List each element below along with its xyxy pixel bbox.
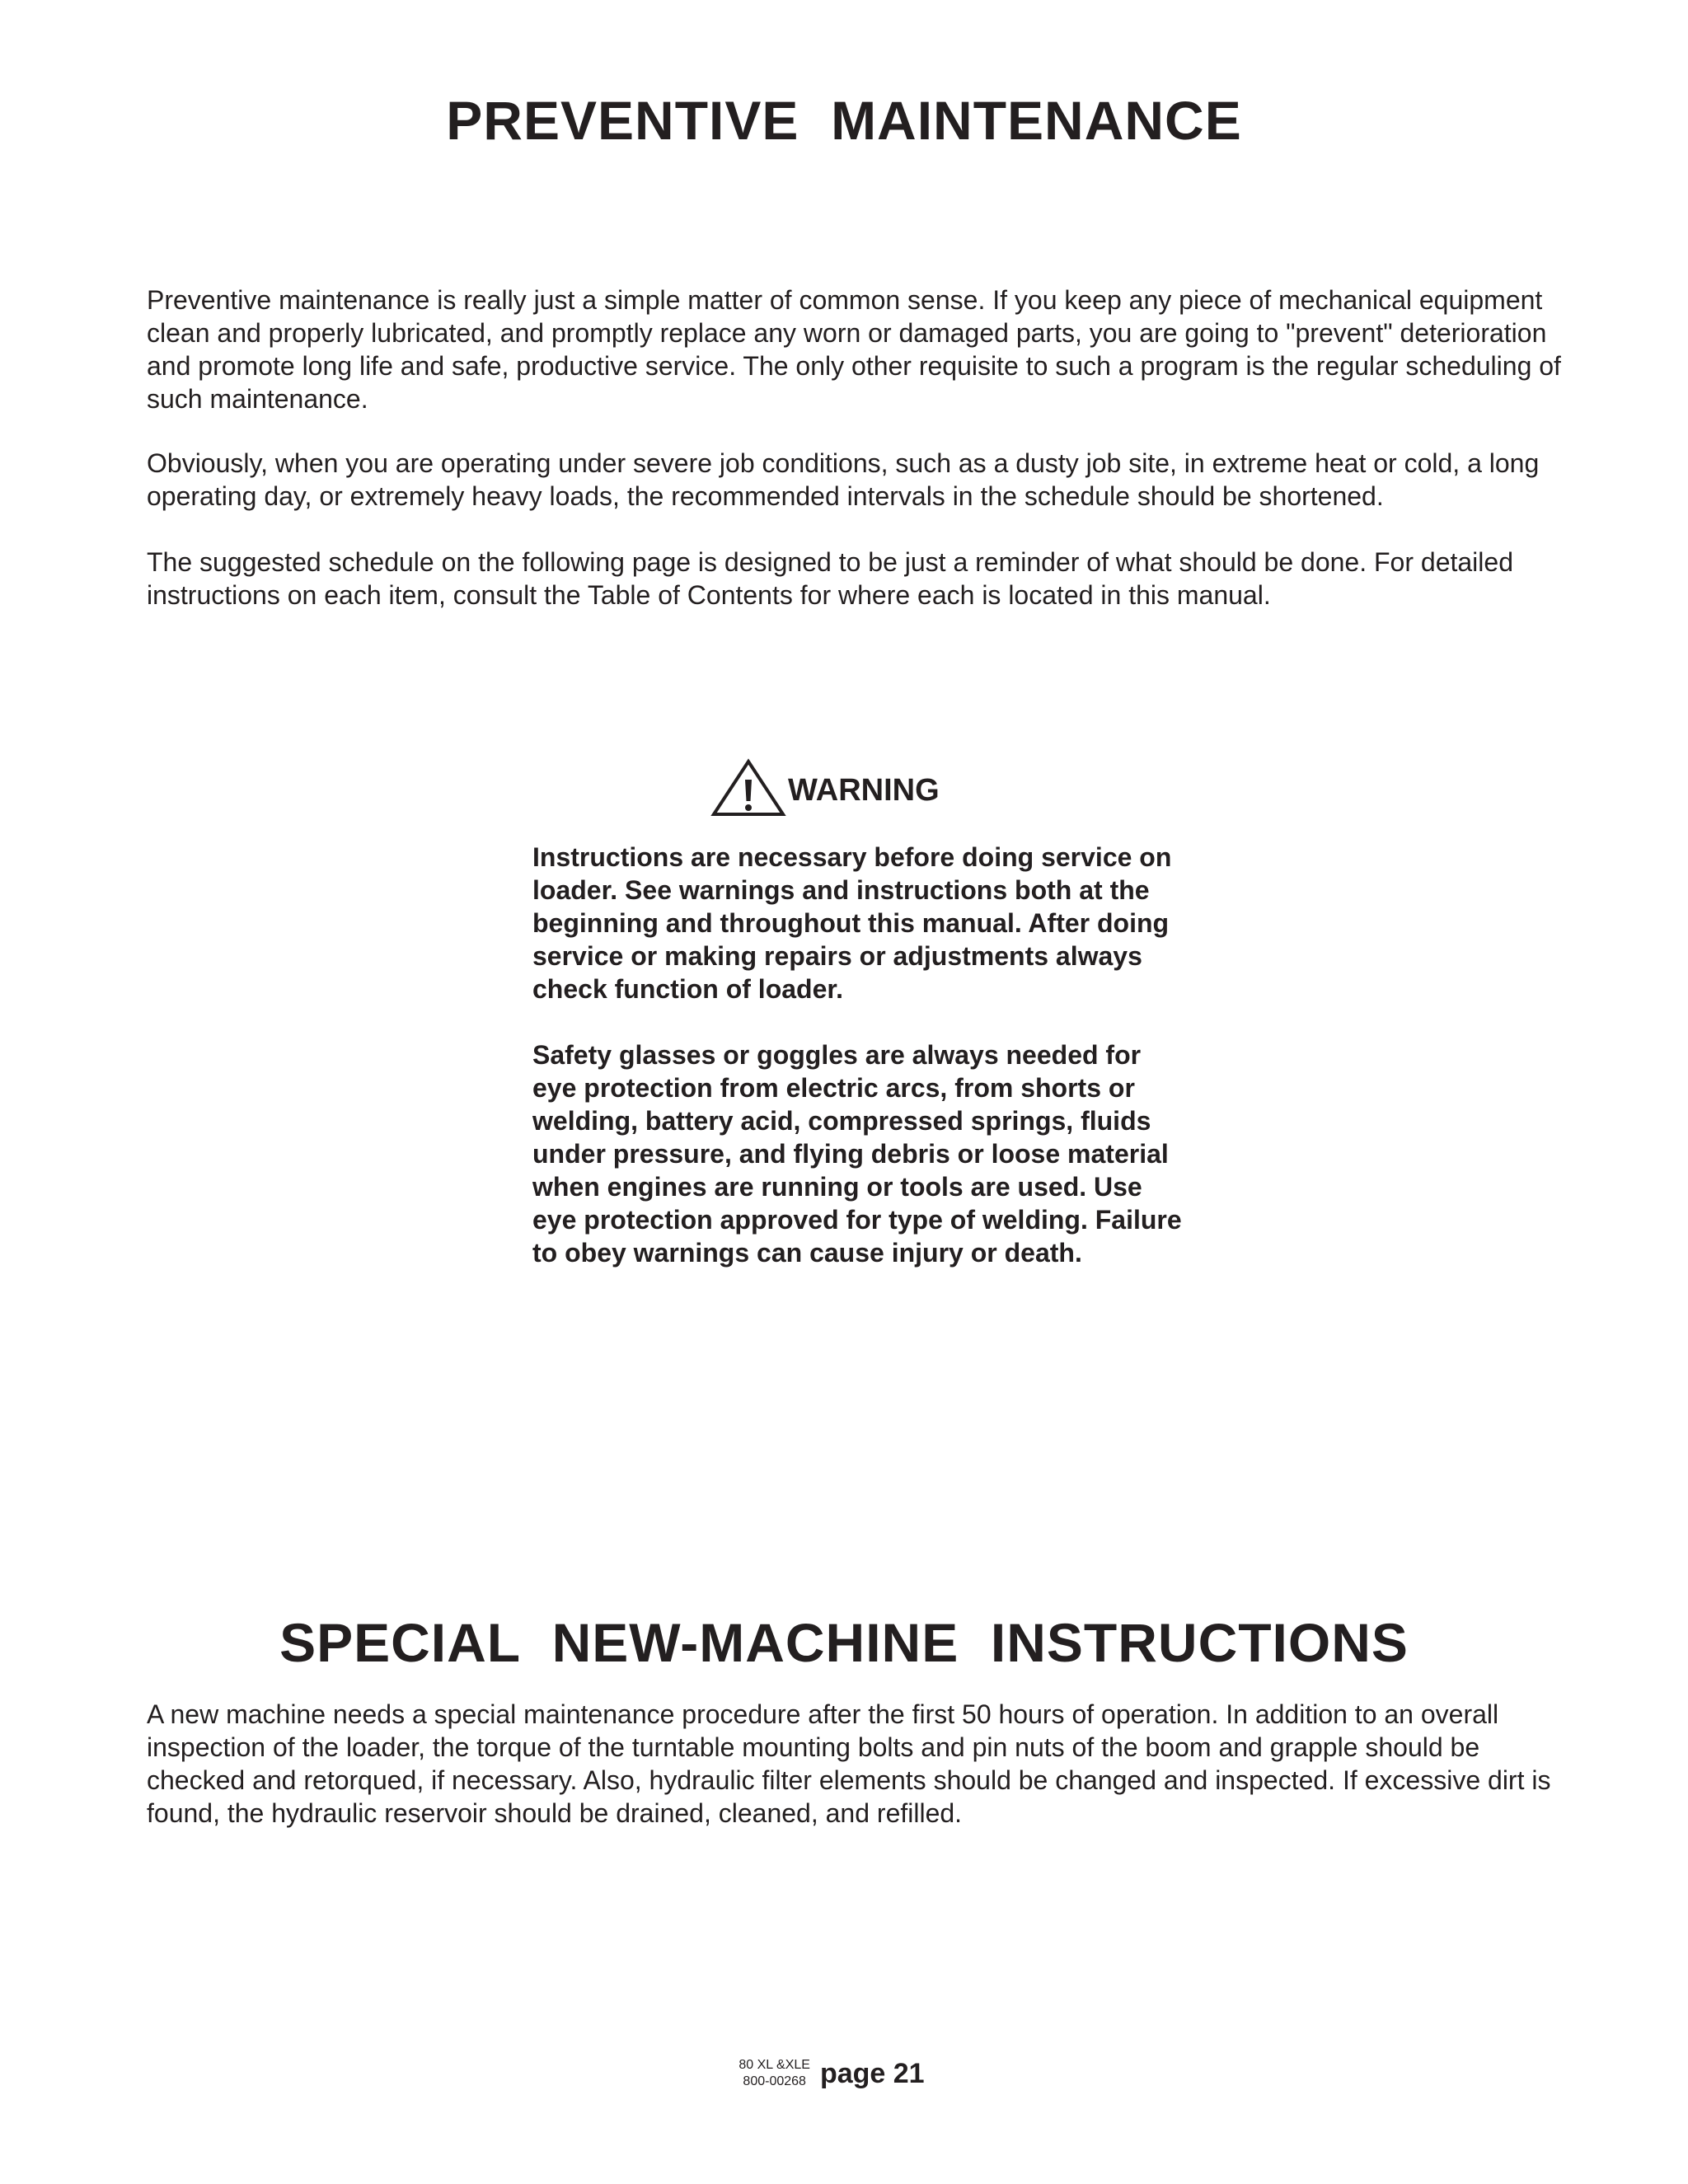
- special-instructions-paragraph: A new machine needs a special maintenance procedure after the first 50 hours of operation. In addition to an overall inspection of the loader, the torque of the turntable mounting bolts and pin nuts of the boom and grapple should be checked and retorqued, if necessary. Also, hydraulic filter elements should be changed and inspected. If excessive dirt is found, the hydraulic reservoir should be drained, cleaned, and refilled.: [147, 1699, 1551, 1828]
- pm-paragraph-2: Obviously, when you are operating under severe job conditions, such as a dusty job site, in extreme heat or cold, a long operating day, or extremely heavy loads, the recommended intervals in the schedule should be shortened.: [147, 448, 1540, 511]
- warning-paragraph-2: Safety glasses or goggles are always needed for eye protection from electric arcs, from shorts or welding, battery acid, compressed springs, fluids under pressure, and flying debris or loose material when engines are running or tools are used. Use eye protection approved for type of welding. Failure to obey warnings can cause injury or death.: [532, 1040, 1182, 1268]
- footer-model: 80 XL &XLE: [738, 2058, 810, 2072]
- preventive-maintenance-title: PREVENTIVE MAINTENANCE: [446, 90, 1242, 151]
- warning-paragraph-1: Instructions are necessary before doing service on loader. See warnings and instructions both at the beginning and throughout this manual. After doing service or making repairs or adjustments always check function of loader.: [532, 842, 1172, 1004]
- pm-paragraph-3: The suggested schedule on the following page is designed to be just a reminder of what should be done. For detailed instructions on each item, consult the Table of Contents for where each is located in this manual.: [147, 547, 1513, 610]
- special-instructions-title: SPECIAL NEW-MACHINE INSTRUCTIONS: [279, 1612, 1409, 1673]
- warning-label: WARNING: [788, 772, 940, 808]
- warning-triangle-icon: [710, 758, 786, 818]
- warning-header: [710, 758, 940, 818]
- page-footer: [0, 2057, 1688, 2090]
- pm-paragraph-1: Preventive maintenance is really just a simple matter of common sense. If you keep any piece of mechanical equipment clean and properly lubricated, and promptly replace any worn or damaged parts, you are going to "prevent" deterioration and promote long life and safe, productive service. The only other requisite to such a program is the regular scheduling of such maintenance.: [147, 285, 1561, 414]
- footer-part-number: 800-00268: [743, 2074, 806, 2088]
- footer-model-info: [738, 2057, 810, 2090]
- page-number: page 21: [819, 2057, 925, 2089]
